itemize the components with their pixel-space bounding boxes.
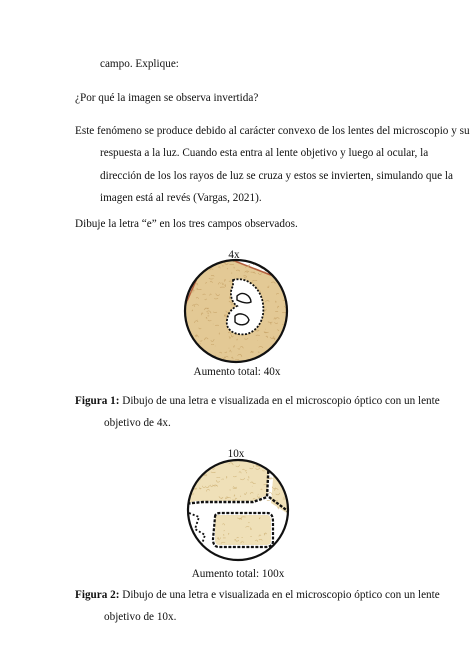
paper-fiber-mark: [195, 459, 200, 460]
paper-fiber-mark: [270, 258, 275, 260]
paper-fiber-mark: [246, 456, 249, 457]
paper-fiber-mark: [227, 257, 228, 259]
paper-fiber-mark: [284, 256, 286, 257]
figure1-microscope-field: [181, 256, 291, 366]
paper-fiber-mark: [285, 289, 289, 290]
figure2-total-magnification: Aumento total: 100x: [191, 568, 285, 580]
figure2-caption-line-2: objetivo de 10x.: [104, 611, 177, 623]
paper-fiber-mark: [255, 257, 259, 258]
paper-fiber-mark: [196, 257, 198, 259]
paper-fiber-mark: [179, 283, 183, 284]
figure2-caption-label: Figura 2:: [75, 589, 120, 601]
paper-fiber-mark: [183, 289, 184, 291]
paper-fiber-mark: [184, 293, 185, 294]
paper-fiber-mark: [213, 258, 217, 259]
paper-fiber-mark: [285, 353, 288, 355]
paper-fiber-mark: [186, 459, 187, 460]
figure1-total-magnification: Aumento total: 40x: [193, 366, 281, 378]
paper-fiber-mark: [248, 256, 253, 258]
paper-fiber-mark: [189, 476, 192, 478]
paper-fiber-mark: [284, 287, 288, 289]
paper-fiber-mark: [184, 273, 186, 274]
paper-fiber-mark: [276, 346, 277, 347]
paper-fiber-mark: [283, 350, 285, 351]
paper-fiber-mark: [207, 465, 210, 466]
paper-fiber-mark: [213, 459, 216, 460]
paper-fiber-mark: [186, 342, 191, 344]
instruction-text: Dibuje la letra “e” en los tres campos observados.: [75, 218, 298, 230]
paper-fiber-mark: [199, 255, 202, 257]
paper-fiber-mark: [278, 260, 280, 261]
figure1-caption: [75, 394, 440, 408]
paper-fiber-mark: [281, 459, 283, 460]
paper-fiber-mark: [285, 274, 289, 276]
paper-fiber-mark: [195, 464, 198, 466]
figure1-caption-label: Figura 1:: [75, 395, 120, 407]
paper-fiber-mark: [282, 339, 286, 340]
text-campo: campo. Explique:: [100, 58, 179, 70]
paper-fiber-mark: [208, 460, 209, 462]
paper-fiber-mark: [284, 457, 288, 458]
paper-fiber-mark: [285, 256, 289, 257]
paper-fiber-mark: [187, 488, 192, 489]
paper-fiber-mark: [188, 479, 192, 481]
paper-fiber-mark: [217, 257, 219, 259]
paper-fiber-mark: [231, 256, 234, 258]
figure2-microscope-field: [185, 457, 291, 563]
paper-fiber-mark: [194, 348, 197, 349]
paper-fiber-mark: [211, 357, 212, 359]
paper-fiber-mark: [277, 359, 278, 361]
paper-fiber-mark: [288, 473, 289, 475]
figure2-caption-text: Dibujo de una letra e visualizada en el microscopio óptico con un lente: [119, 589, 440, 601]
paper-fiber-mark: [192, 276, 194, 278]
question-heading: ¿Por qué la imagen se observa invertida?: [75, 92, 259, 104]
answer-line-4: imagen está al revés (Vargas, 2021).: [100, 192, 262, 204]
answer-line-2: respuesta a la luz. Cuando esta entra al lente objetivo y luego al ocular, la: [100, 147, 429, 159]
paper-fiber-mark: [283, 462, 284, 463]
paper-fiber-mark: [290, 487, 294, 488]
answer-line-3: dirección de los los rayos de luz se cruza y estos se invierten, simulando que la: [100, 170, 453, 182]
figure2-paper-region-inner: [215, 515, 271, 545]
paper-fiber-mark: [187, 456, 191, 458]
paper-fiber-mark: [287, 343, 291, 344]
paper-fiber-mark: [185, 352, 189, 354]
figure2-paper-region-top: [183, 455, 270, 505]
paper-fiber-mark: [288, 264, 291, 266]
paper-fiber-mark: [203, 358, 204, 359]
figure2-objective-label: 10x: [227, 448, 245, 460]
figure1-objective-label: 4x: [228, 249, 240, 261]
figure1-caption-line-2: objetivo de 4x.: [104, 417, 171, 429]
paper-fiber-mark: [206, 361, 211, 362]
paper-fiber-mark: [210, 361, 211, 363]
paper-fiber-mark: [187, 271, 190, 272]
figure1-caption-text: Dibujo de una letra e visualizada en el microscopio óptico con un lente: [119, 395, 440, 407]
paper-fiber-mark: [252, 256, 255, 257]
paper-fiber-mark: [196, 259, 200, 261]
answer-line-1: Este fenómeno se produce debido al carácter convexo de los lentes del microscopio y su: [75, 125, 470, 137]
paper-fiber-mark: [256, 461, 258, 462]
paper-fiber-mark: [281, 277, 285, 278]
paper-fiber-mark: [269, 465, 274, 466]
paper-fiber-mark: [209, 457, 210, 458]
paper-fiber-mark: [289, 295, 291, 297]
paper-fiber-mark: [274, 461, 276, 462]
paper-fiber-mark: [188, 477, 191, 479]
paper-fiber-mark: [205, 360, 207, 361]
paper-fiber-mark: [240, 258, 242, 259]
paper-fiber-mark: [199, 466, 202, 467]
paper-fiber-mark: [186, 267, 189, 269]
paper-fiber-mark: [274, 269, 278, 270]
paper-fiber-mark: [200, 260, 204, 262]
paper-fiber-mark: [261, 458, 264, 459]
paper-fiber-mark: [198, 458, 201, 459]
paper-fiber-mark: [182, 319, 185, 320]
paper-fiber-mark: [182, 292, 184, 294]
paper-fiber-mark: [199, 361, 202, 363]
figure2-caption: [75, 588, 440, 602]
paper-fiber-mark: [206, 464, 208, 465]
paper-fiber-mark: [192, 278, 195, 280]
paper-fiber-mark: [275, 353, 278, 354]
